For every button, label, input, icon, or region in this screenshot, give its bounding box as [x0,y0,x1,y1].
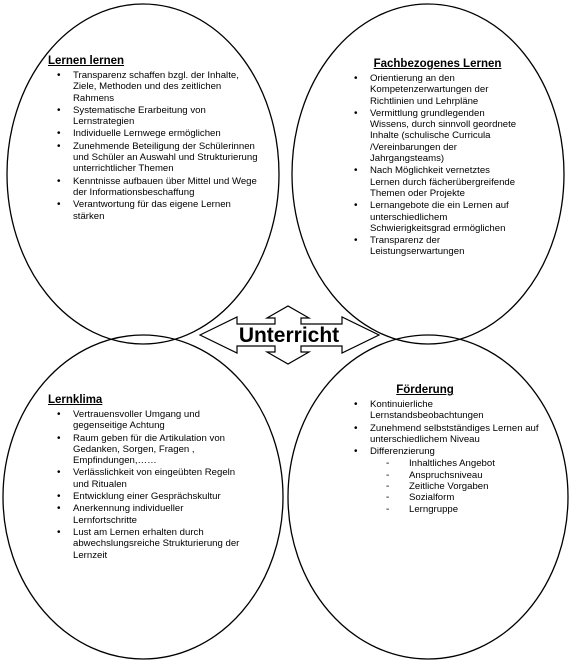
list-item: • Zunehmend selbstständiges Lernen auf unterschiedlichem Niveau [345,423,545,446]
list-item: • Transparenz schaffen bzgl. der Inhalte, Ziele, Methoden und des zeitlichen Rahmens [48,70,258,104]
list-item: • Verlässlichkeit von eingeübten Regeln und Ritualen [48,467,248,490]
quadrant-lernen-lernen [48,55,258,223]
list-item: • Raum geben für die Artikulation von Gedanken, Sorgen, Fragen , Empfindungen,…… [48,433,248,467]
quadrant-title: Lernklima [48,394,103,406]
list-item: • Nach Möglichkeit vernetztes Lernen durch fächerübergreifende Themen oder Projekte [345,165,520,199]
quadrant-title: Lernen lernen [48,55,125,67]
list-item: • Vertrauensvoller Umgang und gegenseitige Achtung [48,409,248,432]
list-item: • Individuelle Lernwege ermöglichen [48,128,258,139]
list-item: • Verantwortung für das eigene Lernen stärken [48,199,258,222]
list-item: • Differenzierung [345,446,545,457]
quadrant-title: Fachbezogenes Lernen [373,58,502,70]
list-item: • Kenntnisse aufbauen über Mittel und Wege der Informationsbeschaffung [48,176,258,199]
list-item: • Anerkennung individueller Lernfortschritte [48,503,248,526]
sub-list-item: - Lerngruppe [345,504,545,515]
quadrant-title: Förderung [396,384,454,396]
list-item: • Entwicklung einer Gesprächskultur [48,491,248,502]
list-item: • Lernangebote die ein Lernen auf unterschiedlichem Schwierigkeitsgrad ermöglichen [345,200,520,234]
sub-list-item: - Sozialform [345,492,545,503]
sub-list-item: - Anspruchsniveau [345,470,545,481]
sub-list-item: - Zeitliche Vorgaben [345,481,545,492]
list-item: • Transparenz der Leistungserwartungen [345,235,520,258]
quadrant-foerderung [345,384,545,515]
quadrant-lernklima [48,394,248,562]
sub-list-item: - Inhaltliches Angebot [345,458,545,469]
list-item: • Zunehmende Beteiligung der Schülerinnen und Schüler an Auswahl und Strukturierung unterrichtlicher Themen [48,141,258,175]
list-item: • Systematische Erarbeitung von Lernstrategien [48,105,258,128]
list-item: • Kontinuierliche Lernstandsbeobachtungen [345,399,545,422]
center-label: Unterricht [238,324,340,347]
quadrant-fachbezogenes-lernen [345,58,520,259]
list-item: • Vermittlung grundlegenden Wissens, durch sinnvoll geordnete Inhalte (schulische Curricula /Vereinbarungen der Jahrgangsteams) [345,108,520,164]
list-item: • Lust am Lernen erhalten durch abwechslungsreiche Strukturierung der Lernzeit [48,527,248,561]
list-item: • Orientierung an den Kompetenzerwartungen der Richtlinien und Lehrpläne [345,73,520,107]
